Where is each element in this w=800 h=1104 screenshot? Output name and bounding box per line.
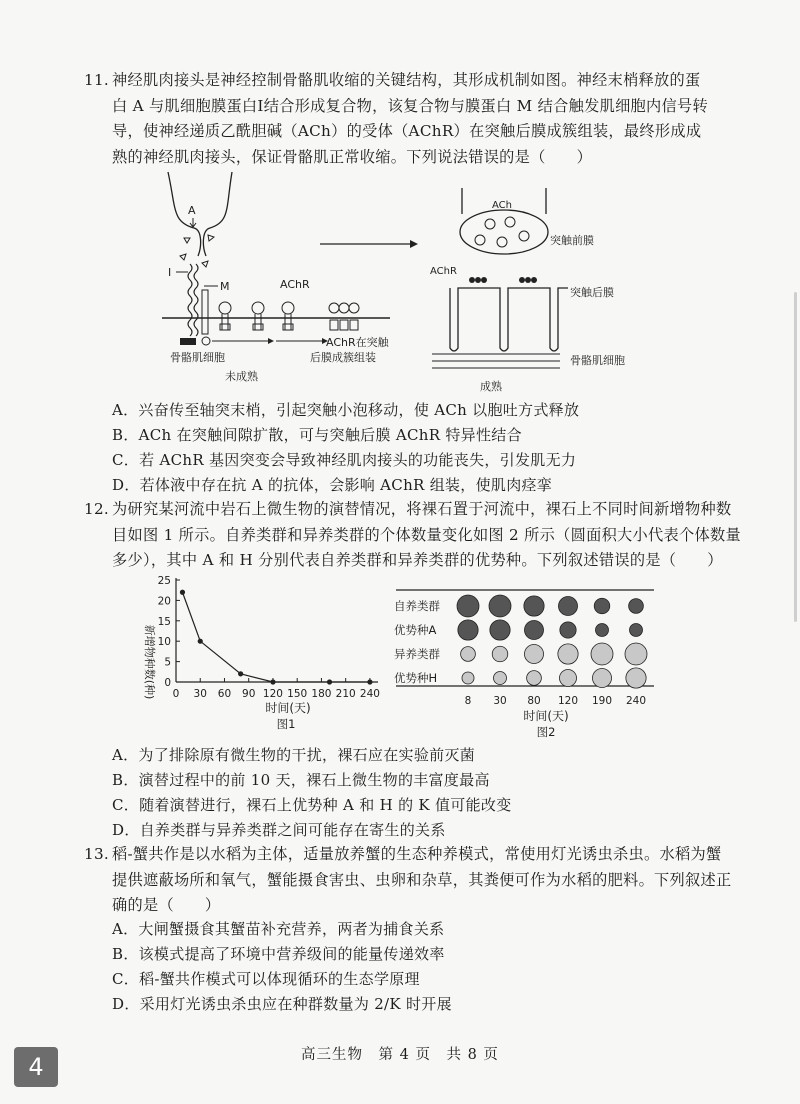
x-tick-label: 30: [493, 695, 507, 707]
q12-option-a: A．为了排除原有微生物的干扰，裸石应在实验前灭菌: [112, 746, 476, 764]
q13-option-a: A．大闸蟹摄食其蟹苗补充营养，两者为捕食关系: [112, 920, 445, 938]
label-post: 突触后膜: [570, 286, 614, 299]
bubble: [490, 620, 510, 640]
bubble: [626, 668, 646, 688]
bubble: [629, 623, 642, 636]
bubble: [560, 622, 576, 638]
q13-option-b: B．该模式提高了环境中营养级间的能量传递效率: [112, 945, 445, 963]
q11-option-b: B．ACh 在突触间隙扩散，可与突触后膜 AChR 特异性结合: [112, 426, 522, 444]
x-tick-label: 120: [557, 695, 579, 707]
row-label: 异养类群: [394, 647, 440, 661]
data-point: [327, 679, 332, 684]
label-M: M: [220, 280, 230, 293]
q12-option-b: B．演替过程中的前 10 天，裸石上微生物的丰富度最高: [112, 771, 490, 789]
y-tick-label: 10: [157, 636, 171, 649]
bubble: [492, 646, 508, 662]
q12-option-c: C．随着演替进行，裸石上优势种 A 和 H 的 K 值可能改变: [112, 796, 512, 814]
label-muscle-left: 骨骼肌细胞: [170, 351, 225, 364]
x-tick-label: 8: [464, 695, 472, 707]
label-achr-right: AChR: [430, 266, 457, 277]
y-tick-label: 5: [164, 656, 171, 669]
x-tick-label: 180: [311, 688, 332, 700]
bubble: [457, 595, 479, 617]
bubble: [559, 669, 576, 686]
x-tick-label: 150: [287, 688, 308, 700]
bubble: [493, 671, 506, 684]
x-tick-label: 190: [591, 695, 613, 707]
y-axis-label: 新增物种数(种): [143, 624, 156, 700]
x-tick-label: 80: [527, 695, 541, 707]
x-tick-label: 240: [625, 695, 647, 707]
x-tick-label: 210: [335, 688, 356, 700]
label-I: I: [168, 266, 172, 279]
bubble: [594, 598, 610, 614]
x-tick-label: 60: [217, 688, 232, 700]
bubble: [524, 596, 544, 616]
x-tick-label: 240: [359, 688, 380, 700]
y-tick-label: 20: [157, 595, 171, 608]
x-tick-label: 90: [242, 688, 256, 700]
q11-option-d: D．若体液中存在抗 A 的抗体，会影响 AChR 组装，使肌肉痉挛: [112, 476, 553, 494]
data-point: [238, 671, 243, 676]
x-axis-label: 时间(天): [523, 709, 569, 723]
data-point: [180, 590, 185, 595]
label-achr-left: AChR: [280, 278, 310, 291]
bubble: [461, 647, 476, 662]
q12-option-d: D．自养类群与异养类群之间可能存在寄生的关系: [112, 821, 446, 839]
x-tick-label: 120: [262, 688, 283, 700]
figure-1-caption: 图1: [276, 717, 296, 731]
neuromuscular-junction-figure: [150, 168, 650, 400]
label-A: A: [188, 204, 196, 217]
page-footer: 高三生物 第 4 页 共 8 页: [301, 1047, 499, 1063]
bubble: [595, 623, 608, 636]
question-number: 13.: [84, 845, 110, 863]
label-pre: 突触前膜: [550, 234, 594, 247]
bubble: [462, 672, 474, 684]
y-tick-label: 0: [164, 677, 171, 689]
bubble: [558, 644, 578, 664]
question-number: 12.: [84, 500, 110, 518]
scrollbar[interactable]: [794, 292, 797, 622]
q13-option-d: D．采用灯光诱虫杀虫应在种群数量为 2/K 时开展: [112, 995, 452, 1013]
row-label: 自养类群: [394, 599, 440, 613]
q11-option-c: C．若 AChR 基因突变会导致神经肌肉接头的功能丧失，引发肌无力: [112, 451, 577, 469]
bubble: [458, 620, 478, 640]
label-immature: 未成熟: [225, 370, 258, 383]
label-mature: 成熟: [480, 380, 502, 393]
question-13-stem: 13. 稻-蟹共作是以水稻为主体，适量放养蟹的生态种养模式，常使用灯光诱虫杀虫。水稻为蟹 提供遮蔽场所和氧气，蟹能摄食害虫、虫卵和杂草，其粪便可作为水稻的肥料。下列叙述正 确的是（ ）: [84, 842, 724, 919]
data-point: [198, 639, 203, 644]
label-muscle-right: 骨骼肌细胞: [570, 354, 625, 367]
question-12-stem: 12. 为研究某河流中岩石上微生物的演替情况，将裸石置于河流中，裸石上不同时间新增物种数 目如图 1 所示。自养类群和异养类群的个体数量变化如图 2 所示（圆面积大小代表个体数量 多少），其中 A 和 H 分别代表自养类群和异养类群的优势种。下列叙述错误的是（ ）: [84, 497, 724, 574]
bubble: [625, 643, 647, 665]
data-point: [367, 679, 372, 684]
label-cluster-1: AChR在突触: [326, 336, 389, 349]
y-tick-label: 25: [157, 575, 171, 587]
bubble: [527, 671, 542, 686]
q13-option-c: C．稻-蟹共作模式可以体现循环的生态学原理: [112, 970, 420, 988]
x-axis-label: 时间(天): [265, 701, 311, 715]
row-label: 优势种A: [394, 623, 437, 637]
y-tick-label: 15: [157, 615, 171, 628]
label-cluster-2: 后膜成簇组装: [310, 351, 376, 364]
label-ach: ACh: [492, 200, 512, 211]
bubble: [558, 596, 577, 615]
bubble: [592, 668, 611, 687]
bubble: [629, 599, 644, 614]
bubble: [489, 595, 511, 617]
data-point: [270, 679, 275, 684]
q11-option-a: A．兴奋传至轴突末梢，引起突触小泡移动，使 ACh 以胞吐方式释放: [112, 401, 580, 419]
page-number-badge[interactable]: 4: [14, 1047, 58, 1087]
figure-2-bubble-chart: [390, 582, 660, 748]
bubble: [524, 644, 543, 663]
row-label: 优势种H: [394, 671, 438, 685]
x-tick-label: 0: [172, 688, 180, 700]
bubble: [524, 620, 543, 639]
x-tick-label: 30: [193, 688, 207, 700]
bubble: [591, 643, 613, 665]
figure-1-line-chart: [128, 570, 390, 748]
series-line: [182, 592, 369, 682]
question-number: 11.: [84, 71, 110, 89]
question-11-stem: 11. 神经肌肉接头是神经控制骨骼肌收缩的关键结构，其形成机制如图。神经末梢释放的蛋 白 A 与肌细胞膜蛋白Ⅰ结合形成复合物，该复合物与膜蛋白 M 结合触发肌细胞内信号转 导，使神经递质乙酰胆碱（ACh）的受体（AChR）在突触后膜成簇组装，最终形成成 熟的神经肌肉接头，保证骨骼肌正常收缩。下列说法错误的是（ ）: [84, 68, 724, 170]
figure-2-caption: 图2: [536, 725, 556, 739]
